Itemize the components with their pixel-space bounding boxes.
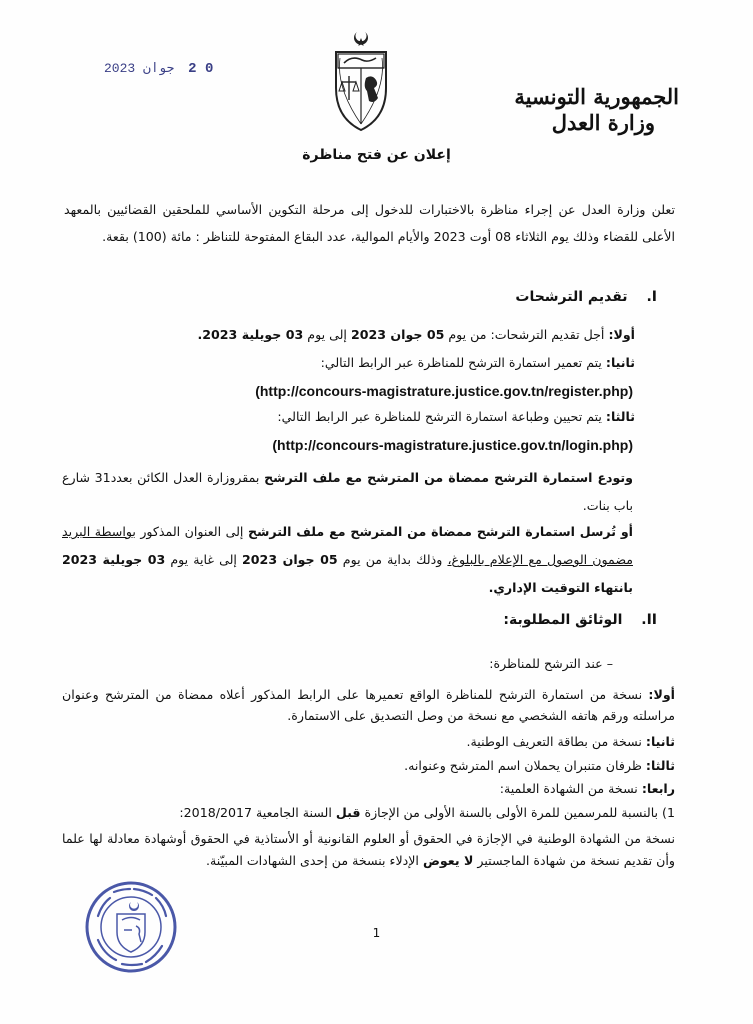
deadline-start: 05 جوان 2023 [350, 327, 445, 342]
section-2-title: الوثائق المطلوبة: [503, 612, 623, 628]
doc-item-4-sub-bold: قبل [335, 805, 361, 820]
section-1-number: I. [646, 289, 657, 305]
mail-text-b: وذلك بداية من يوم [342, 552, 443, 567]
date-stamp-month: جوان [143, 61, 175, 76]
mail-underlined: بواسطة البريد مضمون الوصول مع الإعلام بالبلوغ، [62, 524, 633, 567]
section-2-heading [503, 612, 657, 628]
section-1-title: تقديم الترشحات [515, 289, 628, 305]
mail-start: 05 جوان 2023 [242, 552, 338, 567]
mail-paragraph [62, 518, 633, 602]
section-1-heading [515, 289, 657, 305]
mail-text-c: إلى غاية يوم [170, 552, 237, 567]
doc-item-2 [467, 734, 675, 749]
section-2-sub: – عند الترشح للمناظرة: [489, 656, 613, 671]
tunisia-emblem-icon [330, 26, 392, 134]
register-url-link[interactable]: (http://concours-magistrature.justice.gov.tn/register.php) [255, 383, 633, 399]
login-text: يتم تحيين وطباعة استمارة الترشح للمناظرة عبر الرابط التالي: [277, 409, 602, 424]
register-text: يتم تعمير استمارة الترشح للمناظرة عبر الرابط التالي: [320, 355, 602, 370]
doc-item-1-text: نسخة من استمارة الترشح للمناظرة الواقع تعميرها على الرابط المذكور أعلاه ممضاة من المترشح وعنوان مراسلته ورقم هاتفه الشخصي مع نسخة من وصل التصديق على الاستمارة. [62, 687, 675, 723]
page-number: 1 [372, 926, 381, 940]
doc-item-4-body-bold: لا يعوض [422, 853, 474, 868]
doc-item-4-sub [179, 805, 675, 820]
deadline-text-a: أجل تقديم الترشحات: من يوم [448, 327, 605, 342]
republic-name: الجمهورية التونسية [514, 84, 679, 109]
doc-item-4-body-a: نسخة من الشهادة الوطنية في الإجازة في الحقوق أو العلوم القانونية أو الأستاذية في الحقوق أوشهادة معادلة لها علما وأن تقديم نسخة من شهادة الماجستير [62, 831, 675, 868]
ministry-name: وزارة العدل [551, 110, 655, 135]
mail-bold: أو تُرسل استمارة الترشح ممضاة من المترشح مع ملف الترشح [247, 524, 633, 539]
doc-item-1-label: أولا: [648, 687, 675, 702]
doc-item-4-body [62, 828, 675, 872]
deadline-label: أولا: [608, 327, 635, 342]
doc-item-2-text: نسخة من بطاقة التعريف الوطنية. [466, 734, 642, 749]
deadline-end: 03 جويلية 2023. [197, 327, 304, 342]
doc-item-2-label: ثانيا: [645, 734, 675, 749]
header [514, 84, 679, 136]
login-line [277, 409, 635, 424]
doc-item-1 [62, 684, 675, 726]
doc-item-4-sub-a: 1) بالنسبة للمرسمين للمرة الأولى بالسنة الأولى من الإجازة [364, 805, 675, 820]
section-2-number: II. [641, 612, 657, 628]
doc-item-4-text: نسخة من الشهادة العلمية: [499, 781, 638, 796]
date-stamp [104, 61, 213, 77]
intro-paragraph: تعلن وزارة العدل عن إجراء مناظرة بالاختبارات للدخول إلى مرحلة التكوين الأساسي للملحقين القضائيين بالمعهد الأعلى للقضاء وذلك يوم الثلاثاء 08 أوت 2023 والأيام الموالية، عدد البقاع المفتوحة للتناظر : مائة (100) بقعة. [64, 202, 675, 244]
ministry-seal-icon [84, 880, 178, 974]
date-stamp-day: 0 2 [188, 61, 214, 77]
mail-text-a: إلى العنوان المذكور [140, 524, 244, 539]
doc-item-3-text: ظرفان متنبران يحملان اسم المترشح وعنوانه. [404, 758, 642, 773]
doc-item-4-sub-b: السنة الجامعية 2018/2017: [179, 805, 332, 820]
doc-item-4-body-b: الإدلاء بنسخة من إحدى الشهادات المبيّنة. [206, 853, 419, 868]
login-label: ثالثا: [605, 409, 635, 424]
deposit-bold: وتودع استمارة الترشح ممضاة من المترشح مع ملف الترشح [264, 470, 633, 485]
deposit-text: بمقروزارة العدل الكائن بعدد31 شارع باب بنات. [62, 470, 633, 513]
login-url-link[interactable]: (http://concours-magistrature.justice.gov.tn/login.php) [272, 437, 633, 453]
mail-end: 03 جويلية 2023 بانتهاء التوقيت الإداري. [62, 552, 633, 595]
doc-item-3 [404, 758, 675, 773]
doc-item-4 [500, 781, 675, 796]
deadline-line [197, 327, 635, 342]
doc-item-4-label: رابعا: [641, 781, 675, 796]
register-line [321, 355, 635, 370]
deposit-paragraph [62, 464, 633, 520]
register-label: ثانيا: [605, 355, 635, 370]
doc-item-3-label: ثالثا: [645, 758, 675, 773]
page-title: إعلان عن فتح مناظرة [302, 147, 451, 163]
deadline-text-b: إلى يوم [307, 327, 347, 342]
date-stamp-year: 2023 [104, 61, 136, 76]
